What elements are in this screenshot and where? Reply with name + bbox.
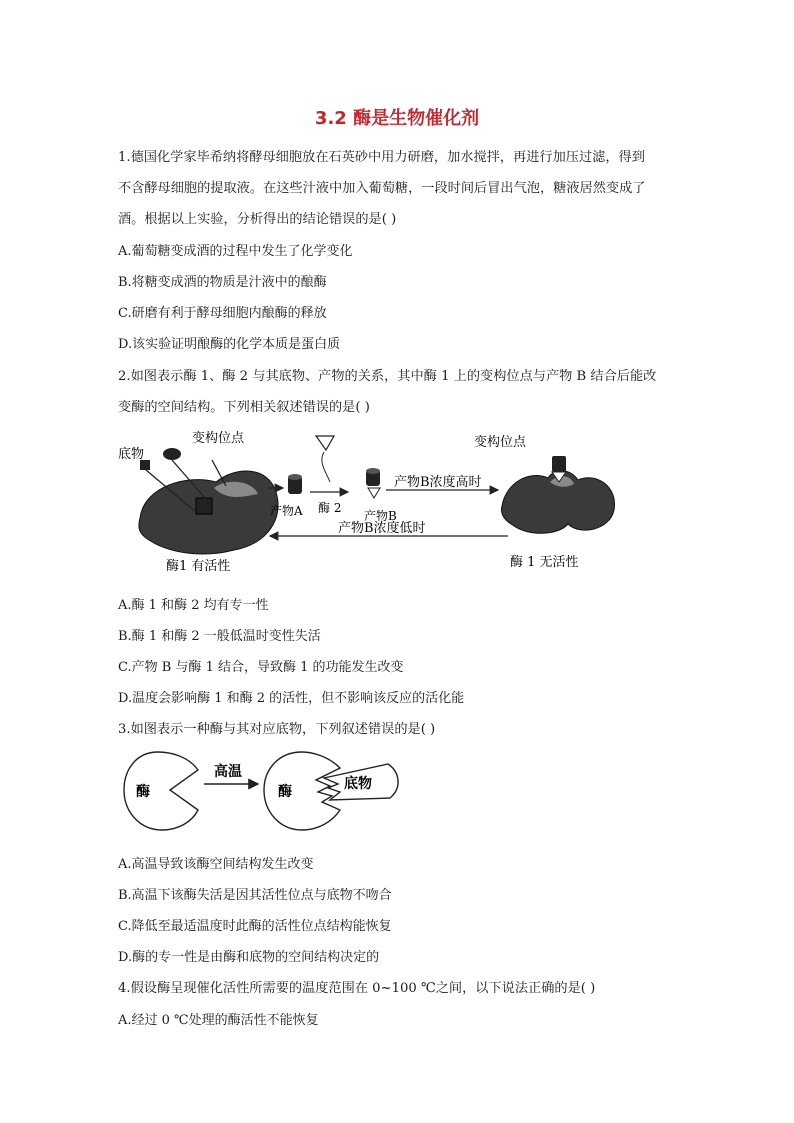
allosteric-site-label-left: 变构位点: [192, 431, 245, 446]
enzyme-right-shape: [264, 752, 340, 830]
high-temp-label: 高温: [214, 764, 242, 780]
q3-option-c: C.降低至最适温度时此酶的活性位点结构能恢复: [118, 919, 392, 934]
q1-option-b: B.将糖变成酒的物质是汁液中的酿酶: [118, 275, 327, 290]
enzyme1-active-shape: [139, 471, 278, 554]
enzyme-right-label: 酶: [278, 784, 292, 800]
q3-figure: [118, 748, 418, 838]
q3-option-d: D.酶的专一性是由酶和底物的空间结构决定的: [118, 950, 380, 965]
q1-option-a: A.葡萄糖变成酒的过程中发生了化学变化: [118, 244, 353, 259]
q4-option-a: A.经过 0 ℃处理的酶活性不能恢复: [118, 1013, 319, 1028]
q3-option-a: A.高温导致该酶空间结构发生改变: [118, 857, 314, 872]
product-a-label: 产物A: [270, 504, 303, 518]
q1-option-d: D.该实验证明酿酶的化学本质是蛋白质: [118, 337, 341, 352]
enzyme2-label: 酶 2: [318, 501, 342, 515]
q3-option-b: B.高温下该酶失活是因其活性位点与底物不吻合: [118, 888, 392, 903]
page-title: 3.2 酶是生物催化剂: [314, 108, 480, 129]
low-concentration-label: 产物B浓度低时: [338, 521, 426, 536]
q2-option-d: D.温度会影响酶 1 和酶 2 的活性，但不影响该反应的活化能: [118, 691, 465, 706]
enzyme1-inactive-shape: [502, 456, 615, 533]
q2-stem-line-1: 2.如图表示酶 1、酶 2 与其底物、产物的关系，其中酶 1 上的变构位点与产物 B 结合后能改: [118, 369, 657, 384]
q3-stem: 3.如图表示一种酶与其对应底物，下列叙述错误的是( ): [118, 722, 436, 737]
substrate-label: 底物: [344, 776, 372, 792]
product-b-label: 产物B: [364, 509, 397, 523]
enzyme1-inactive-label: 酶 1 无活性: [510, 555, 579, 570]
q2-option-b: B.酶 1 和酶 2 一般低温时变性失活: [118, 629, 321, 644]
q2-stem-line-2: 变酶的空间结构。下列相关叙述错误的是( ): [118, 400, 370, 415]
product-b-shape: [366, 468, 380, 498]
product-a-shape: [288, 474, 302, 494]
high-concentration-label: 产物B浓度高时: [394, 475, 482, 490]
q2-option-a: A.酶 1 和酶 2 均有专一性: [118, 598, 269, 613]
q2-figure: [118, 426, 638, 578]
q1-stem-line-1: 1.德国化学家毕希纳将酵母细胞放在石英砂中用力研磨，加水搅拌，再进行加压过滤，得到: [118, 150, 645, 165]
q1-stem-line-2: 不含酵母细胞的提取液。在这些汁液中加入葡萄糖，一段时间后冒出气泡，糖液居然变成了: [118, 181, 646, 196]
q1-option-c: C.研磨有利于酵母细胞内酿酶的释放: [118, 306, 327, 321]
q1-stem-line-3: 酒。根据以上实验，分析得出的结论错误的是( ): [118, 212, 397, 227]
q2-option-c: C.产物 B 与酶 1 结合，导致酶 1 的功能发生改变: [118, 660, 404, 675]
substrate-label: 底物: [118, 447, 145, 462]
enzyme2-shape: [316, 436, 334, 482]
q4-stem: 4.假设酶呈现催化活性所需要的温度范围在 0~100 ℃之间，以下说法正确的是( ): [118, 981, 596, 996]
allosteric-site-label-right: 变构位点: [474, 435, 527, 450]
enzyme-left-label: 酶: [136, 784, 150, 800]
enzyme1-active-label: 酶1 有活性: [166, 559, 231, 574]
